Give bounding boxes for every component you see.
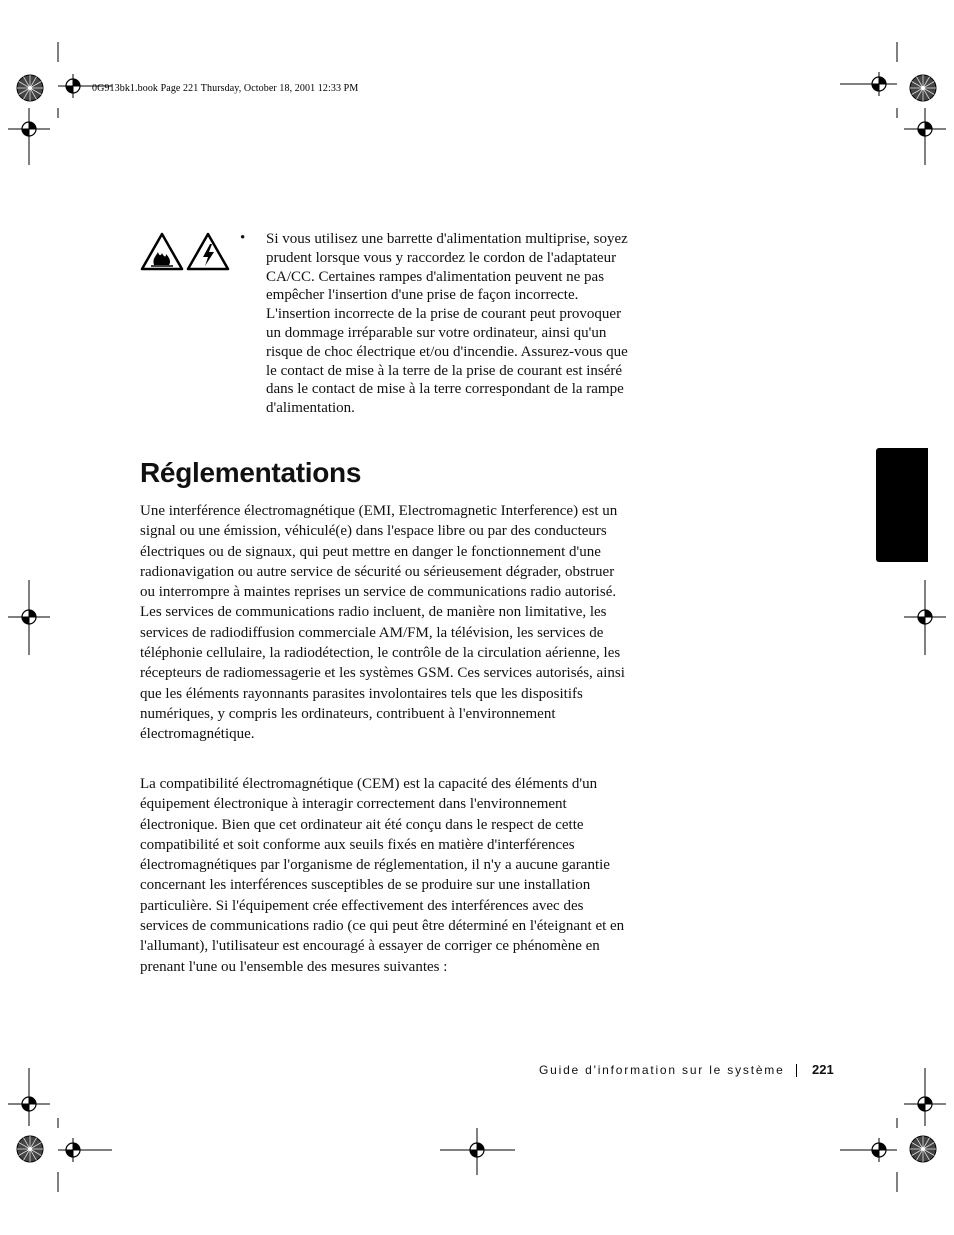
- warning-icons: [140, 232, 232, 272]
- body-paragraph-cem: La compatibilité électromagnétique (CEM) est la capacité des éléments d'un équipement électronique à interagir correctement dans l'environnement électronique. Bien que cet ordinateur ait été conçu dans le respect de cette compatibilité et soit conforme aux seuils fixés en matière d'interférences électromagnétiques par l'organisme de réglementation, il n'y a aucune garantie concernant les interférences susceptibles de se produire sur une installation particulière. Si l'équipement crée effectivement des interférences avec des services de communications radio (ce qui peut être déterminé en l'éteignant et en l'allumant), l'utilisateur est encouragé à essayer de corriger ce phénomène en prenant l'une ou l'ensemble des mesures suivantes :: [140, 776, 625, 975]
- electric-shock-icon: [188, 234, 228, 269]
- list-bullet: •: [240, 230, 246, 246]
- footer-book-title: Guide d'information sur le système: [539, 1063, 785, 1077]
- footer-divider: [796, 1064, 797, 1077]
- body-paragraph-emi: Une interférence électromagnétique (EMI, Electromagnetic Interference) est un signal ou une émission, véhiculé(e) dans l'espace libre ou par des conducteurs électriques ou de signaux, qui peut mettre en danger le fonctionnement d'une radionavigation ou autre service de sécurité ou sérieusement dégrader, obstruer ou interrompre à maintes reprises un service de communications radio autorisé. Les services de communications radio incluent, de manière non limitative, les services de radiodiffusion commerciale AM/FM, la télévision, les services de téléphonie cellulaire, la radiodétection, le contrôle de la circulation aérienne, les récepteurs de radiomessagerie et les systèmes GSM. Ces services autorisés, ainsi que les éléments rayonnants parasites involontaires tels que les dispositifs numériques, y compris les ordinateurs, contribuent à l'environnement électromagnétique.: [140, 503, 625, 743]
- fire-hazard-icon: [142, 234, 182, 269]
- print-slug: 0G913bk1.book Page 221 Thursday, October 18, 2001 12:33 PM: [92, 83, 359, 94]
- page-number: 221: [812, 1062, 834, 1077]
- warning-text: Si vous utilisez une barrette d'alimentation multiprise, soyez prudent lorsque vous y raccordez le cordon de l'adaptateur CA/CC. Certaines rampes d'alimentation peuvent ne pas empêcher l'insertion d'une prise de façon incorrecte. L'insertion incorrecte de la prise de courant peut provoquer un dommage irréparable sur votre ordinateur, ainsi qu'un risque de choc électrique et/ou d'incendie. Assurez-vous que le contact de mise à la terre de la prise de courant est inséré dans le contact de mise à la terre correspondant de la rampe d'alimentation.: [266, 231, 628, 417]
- chapter-thumb-tab: [876, 448, 928, 562]
- section-heading: Réglementations: [140, 457, 362, 488]
